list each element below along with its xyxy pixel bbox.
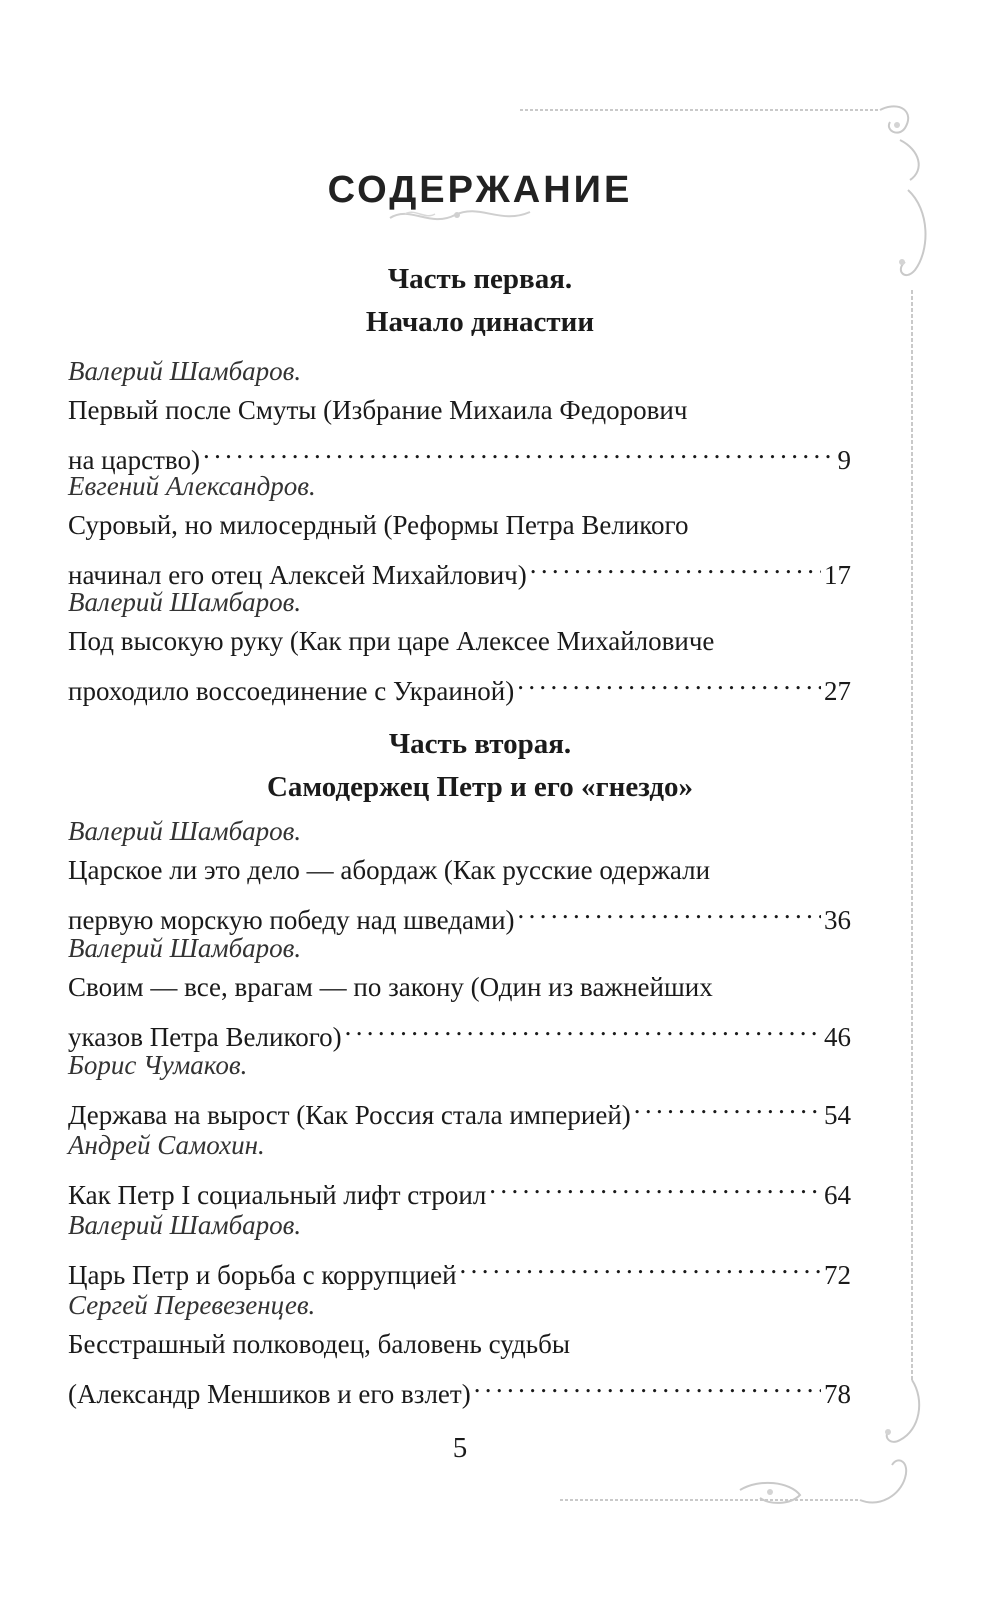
entry-title-end: указов Петра Великого) [68,1022,342,1052]
dot-leader [530,545,821,584]
entry-author: Валерий Шамбаров. [68,587,302,617]
entry-title-end: начинал его отец Алексей Михайлович) [68,560,527,590]
entry-last-line [68,661,851,711]
entry-title-line: Суровый, но милосердный (Реформы Петра Великого [68,510,689,540]
dot-leader [203,430,835,469]
entry-title-line: Своим — все, врагам — по закону (Один из важнейших [68,972,713,1002]
entry-title-end: первую морскую победу над шведами) [68,905,515,935]
entry-author: Андрей Самохин. [68,1130,265,1160]
entry-title-end: Держава на вырост (Как Россия стала империей) [68,1100,631,1130]
toc-entry[interactable] [68,583,851,711]
entry-last-line [68,1364,851,1414]
entry-page-number: 78 [824,1379,851,1409]
toc-entry[interactable] [68,1286,851,1414]
entry-page-number: 64 [824,1180,851,1210]
entry-title-end: на царство) [68,445,200,475]
entry-author: Валерий Шамбаров. [68,816,302,846]
entry-page-number: 36 [824,905,851,935]
entry-page-number: 54 [824,1100,851,1130]
entry-author: Валерий Шамбаров. [68,1210,302,1240]
part-title: Часть вторая. [388,728,572,760]
entry-page-number: 27 [824,676,851,706]
entry-author: Валерий Шамбаров. [68,356,302,386]
part-subtitle: Начало династии [365,306,595,338]
part-subtitle: Самодержец Петр и его «гнездо» [266,771,694,803]
dot-leader [345,1007,821,1046]
entry-page-number: 17 [824,560,851,590]
dot-leader [634,1085,821,1124]
dot-leader [460,1245,821,1284]
part-heading [0,723,960,809]
entry-title-line: Под высокую руку (Как при царе Алексее Михайловиче [68,626,715,656]
entry-author: Сергей Перевезенцев. [68,1290,316,1320]
toc-entry[interactable] [68,1206,851,1295]
entry-title-end: проходило воссоединение с Украиной) [68,676,515,706]
title-flourish-icon [385,200,535,230]
toc-entry[interactable] [68,1046,851,1135]
entry-author: Валерий Шамбаров. [68,933,302,963]
entry-title-end: (Александр Меншиков и его взлет) [68,1379,471,1409]
dot-leader [474,1364,821,1403]
entry-title-line: Царское ли это дело — абордаж (Как русские одержали [68,855,711,885]
entry-author: Борис Чумаков. [68,1050,248,1080]
page-number: 5 [452,1432,468,1464]
part-title: Часть первая. [387,263,573,295]
entry-page-number: 72 [824,1260,851,1290]
entry-page-number: 46 [824,1022,851,1052]
entry-page-number: 9 [837,445,851,475]
part-heading [0,258,960,344]
toc-entry[interactable] [68,467,851,595]
entry-author: Евгений Александров. [68,471,316,501]
entry-title-line: Бесстрашный полководец, баловень судьбы [68,1329,570,1359]
dot-leader [489,1165,821,1204]
toc-entry[interactable] [68,812,851,940]
page-title: СОДЕРЖАНИЕ [327,169,633,212]
dot-leader [517,661,821,700]
dot-leader [518,890,821,929]
entry-title-end: Как Петр I социальный лифт строил [68,1180,487,1210]
toc-entry[interactable] [68,929,851,1057]
toc-entry[interactable] [68,1126,851,1215]
toc-entry[interactable] [68,352,851,480]
entry-title-end: Царь Петр и борьба с коррупцией [68,1260,457,1290]
entry-title-line: Первый после Смуты (Избрание Михаила Федорович [68,395,688,425]
